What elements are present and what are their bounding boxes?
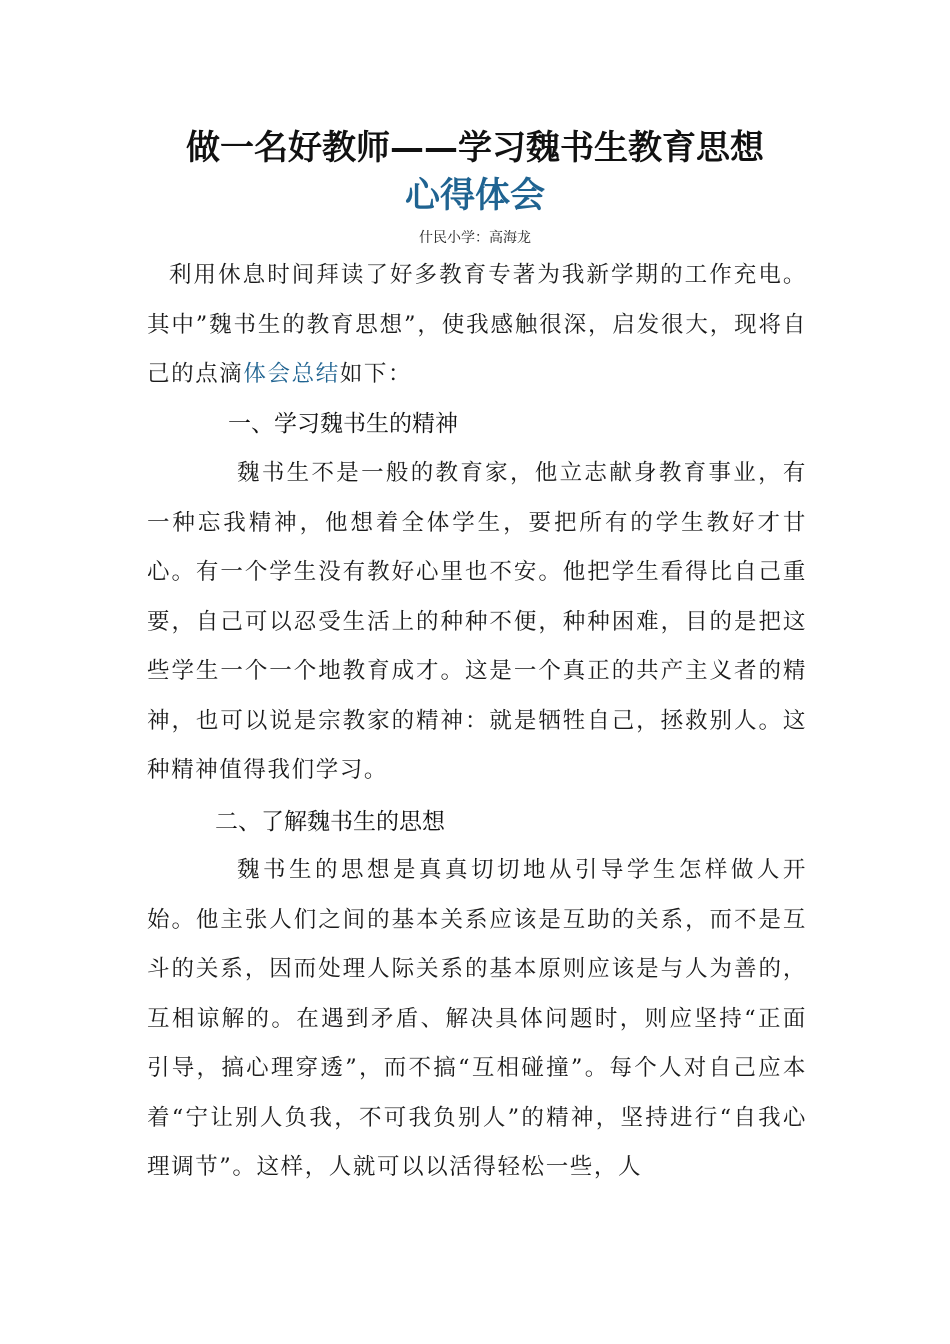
section-body-thought: 魏书生的思想是真真切切地从引导学生怎样做人开始。他主张人们之间的基本关系应该是互助的关系，而不是互斗的关系，因而处理人际关系的基本原则应该是与人为善的，互相谅解的。在遇到矛盾、解决具体问题时，则应坚持“正面引导，搞心理穿透”，而不搞“互相碰撞”。每个人对自己应本着“宁让别人负我，不可我负别人”的精神，坚持进行“自我心理调节”。这样，人就可以以活得轻松一些，人 <box>147 857 807 1180</box>
intro-text-before: 利用休息时间拜读了好多教育专著为我新学期的工作充电。其中”魏书生的教育思想”，使我感触很深，启发很大，现将自己的点滴 <box>147 262 807 387</box>
summary-link[interactable]: 体会总结 <box>243 361 340 387</box>
document-title: 做一名好教师——学习魏书生教育思想 <box>186 128 764 168</box>
author-line: 什民小学：高海龙 <box>419 230 531 246</box>
section-heading-thought: 二、了解魏书生的思想 <box>215 809 445 835</box>
intro-text-after: 如下： <box>339 361 413 387</box>
section-body-spirit: 魏书生不是一般的教育家，他立志献身教育事业，有一种忘我精神，他想着全体学生，要把所有的学生教好才甘心。有一个学生没有教好心里也不安。他把学生看得比自己重要，自己可以忍受生活上的种种不便，种种困难，目的是把这些学生一个一个地教育成才。这是一个真正的共产主义者的精神，也可以说是宗教家的精神：就是牺牲自己，拯救别人。这种精神值得我们学习。 <box>147 460 807 783</box>
section-heading-spirit: 一、学习魏书生的精神 <box>228 411 458 437</box>
intro-paragraph <box>147 251 807 400</box>
document-subtitle: 心得体会 <box>404 175 545 216</box>
